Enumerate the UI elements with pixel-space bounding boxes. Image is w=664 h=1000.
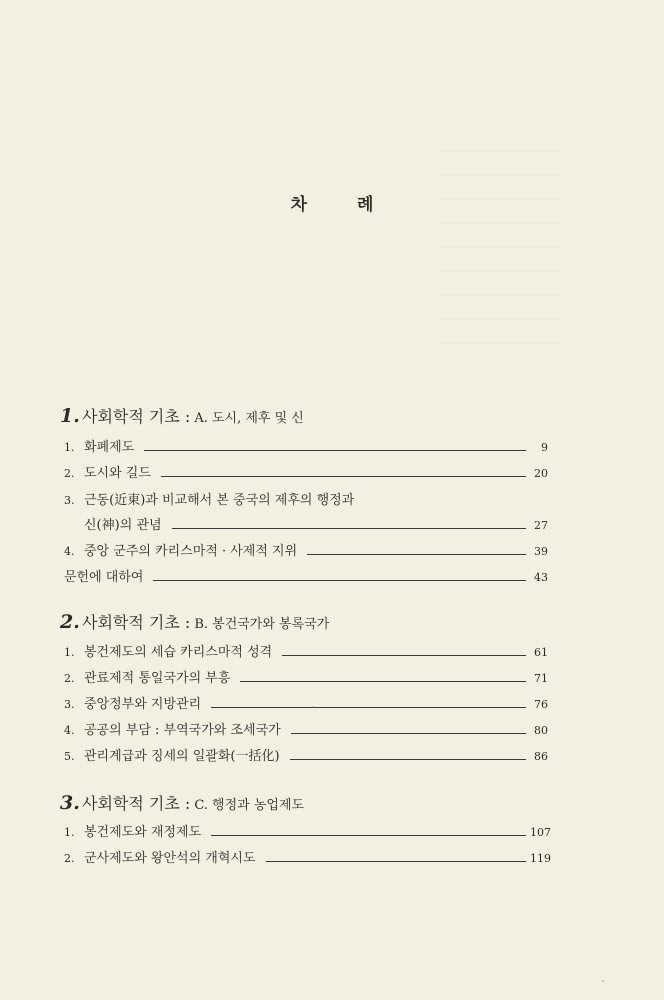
- chapter-number: 1.: [60, 405, 80, 427]
- dot-leader: [307, 553, 526, 555]
- dot-leader: [291, 732, 526, 734]
- entry-label: 관료제적 통일국가의 부흥: [84, 671, 231, 686]
- chapter-heading: [60, 610, 329, 633]
- entry-page: 39: [534, 545, 548, 558]
- toc-entry: [64, 745, 548, 767]
- entry-label: 도시와 길드: [84, 466, 151, 481]
- toc-entry: [64, 719, 548, 741]
- chapter-heading-text: 사회학적 기초 :: [82, 407, 191, 426]
- entry-number: 2.: [64, 672, 75, 685]
- toc-entry: [64, 540, 548, 562]
- entry-page: 43: [534, 571, 548, 584]
- entry-label: 중앙정부와 지방관리: [84, 697, 202, 712]
- chapter-heading-text: 사회학적 기초 :: [82, 613, 191, 632]
- entry-label: 군사제도와 왕안석의 개혁시도: [84, 851, 256, 866]
- entry-page: 20: [534, 467, 548, 480]
- dot-leader: [161, 475, 526, 477]
- entry-page: 107: [530, 826, 551, 839]
- entry-number: 5.: [64, 750, 75, 763]
- toc-entry: [64, 847, 551, 869]
- entry-number: 1.: [64, 441, 75, 454]
- dot-leader: [290, 758, 526, 760]
- toc-entry: [64, 693, 548, 715]
- entry-page: 80: [534, 724, 548, 737]
- entry-page: 76: [534, 698, 548, 711]
- chapter-number: 3.: [60, 792, 80, 814]
- toc-entry: [64, 489, 548, 511]
- chapter-heading-text: 사회학적 기초 :: [82, 794, 191, 813]
- entry-number: 2.: [64, 467, 75, 480]
- entry-page: 27: [534, 519, 548, 532]
- toc-entry: [64, 566, 548, 588]
- entry-number: 1.: [64, 826, 75, 839]
- chapter-heading: [60, 404, 304, 427]
- entry-label: 봉건제도의 세습 카리스마적 성격: [84, 645, 273, 660]
- dot-leader: [144, 449, 526, 451]
- chapter-number: 2.: [60, 611, 80, 633]
- entry-label: 공공의 부담 : 부역국가와 조세국가: [84, 723, 281, 738]
- dot-leader: [266, 860, 526, 862]
- bleed-through-text: [440, 150, 560, 350]
- entry-page: 71: [534, 672, 548, 685]
- toc-entry: [64, 462, 548, 484]
- entry-number: 3.: [64, 698, 75, 711]
- entry-page: 61: [534, 646, 548, 659]
- toc-entry-continuation: [84, 514, 548, 536]
- entry-page: 9: [541, 441, 548, 454]
- toc-entry: [64, 821, 551, 843]
- dot-leader: [211, 706, 526, 708]
- entry-number: 2.: [64, 852, 75, 865]
- dot-leader: [211, 834, 526, 836]
- dot-leader: [282, 654, 526, 656]
- paper-speck: [312, 706, 314, 708]
- entry-label: 신(神)의 관념: [84, 518, 162, 533]
- entry-label: 문헌에 대하여: [64, 570, 144, 585]
- toc-entry: [64, 667, 548, 689]
- toc-entry: [64, 641, 548, 663]
- entry-number: 4.: [64, 545, 75, 558]
- dot-leader: [153, 579, 526, 581]
- entry-number: 1.: [64, 646, 75, 659]
- entry-label: 중앙 군주의 카리스마적 · 사제적 지위: [84, 544, 298, 559]
- entry-page: 86: [534, 750, 548, 763]
- chapter-subtitle: C. 행정과 농업제도: [194, 798, 305, 813]
- entry-label: 관리계급과 징세의 일괄화(一括化): [84, 749, 280, 764]
- entry-page: 119: [530, 852, 551, 865]
- dot-leader: [172, 527, 526, 529]
- page-title: 차 례: [290, 195, 396, 215]
- entry-number: 4.: [64, 724, 75, 737]
- chapter-subtitle: A. 도시, 제후 및 신: [194, 411, 304, 426]
- paper-speck: [602, 980, 604, 982]
- chapter-heading: [60, 791, 304, 814]
- entry-number: 3.: [64, 494, 75, 507]
- entry-label: 근동(近東)과 비교해서 본 중국의 제후의 행정과: [84, 493, 355, 508]
- entry-label: 화폐제도: [84, 440, 135, 455]
- dot-leader: [240, 680, 526, 682]
- entry-label: 봉건제도와 재정제도: [84, 825, 202, 840]
- toc-entry: [64, 436, 548, 458]
- chapter-subtitle: B. 봉건국가와 봉록국가: [194, 617, 330, 632]
